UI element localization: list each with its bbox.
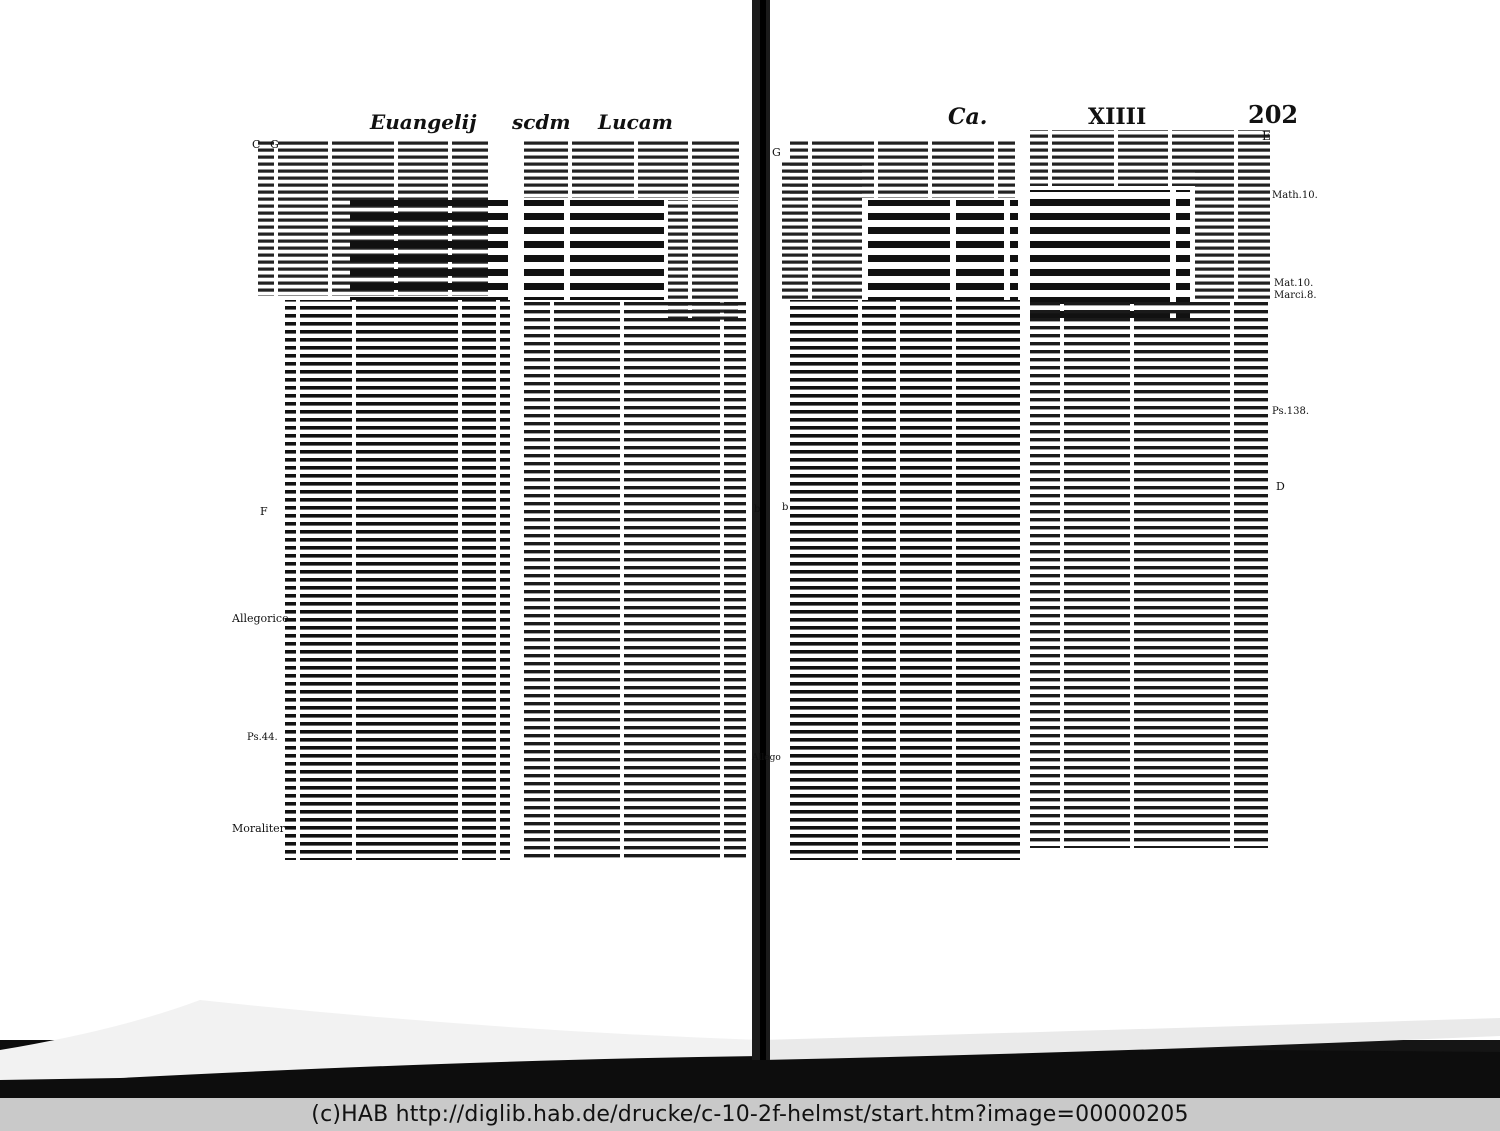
running-head-right-chapter: Ca.: [948, 104, 988, 130]
footer-credit-text: (c)HAB http://diglib.hab.de/drucke/c-10-2f-helmst/start.htm?image=00000205: [311, 1102, 1189, 1127]
svg-text:C: C: [252, 138, 261, 151]
svg-text:E: E: [1262, 129, 1271, 143]
right-col1-main-text: [868, 200, 1018, 300]
left-col2-commentary: [524, 300, 746, 860]
right-col2-commentary: [1030, 300, 1268, 848]
svg-text:D: D: [1276, 480, 1285, 493]
svg-text:Marci.8.: Marci.8.: [1274, 290, 1317, 301]
svg-text:Ps.44.: Ps.44.: [247, 732, 278, 743]
svg-text:F: F: [260, 505, 268, 518]
right-col1-commentary: [790, 300, 1020, 860]
svg-text:Mat.10.: Mat.10.: [1274, 278, 1314, 289]
svg-text:G: G: [270, 138, 279, 151]
running-head-right-numeral: XIIII: [1088, 104, 1147, 130]
svg-text:Math.10.: Math.10.: [1272, 190, 1318, 201]
svg-text:Ps.138.: Ps.138.: [1272, 406, 1310, 417]
left-col1-main-text: [350, 200, 508, 300]
svg-text:G: G: [772, 146, 781, 159]
running-head-left-scdm: scdm: [512, 110, 571, 134]
svg-text:Moraliter: Moraliter: [232, 822, 285, 835]
running-head-left-euangelij: Euangelij: [370, 110, 477, 134]
svg-text:Allego: Allego: [752, 753, 781, 763]
left-col1-commentary: [285, 300, 510, 860]
left-col2-main-text: [524, 200, 664, 300]
left-col2-upper-gloss: [524, 138, 739, 198]
running-head-left-lucam: Lucam: [598, 110, 673, 134]
svg-text:b: b: [782, 502, 789, 513]
folio-number: 202: [1248, 100, 1299, 129]
margin-note-allegorice: Allegorice: [232, 612, 289, 625]
svg-text:b: b: [754, 504, 761, 515]
footer-credit-bar: [0, 1098, 1500, 1131]
